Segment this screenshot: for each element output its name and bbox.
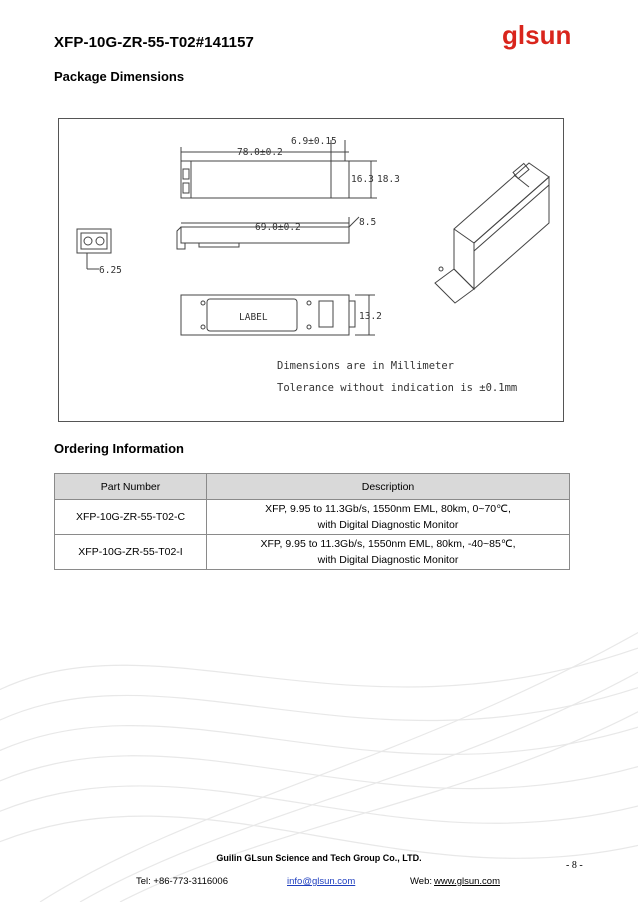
column-header-part-number: Part Number (55, 474, 207, 500)
footer-tel: Tel: +86-773-3116006 (136, 876, 228, 887)
svg-text:16.3: 16.3 (351, 174, 374, 185)
column-header-description: Description (207, 474, 570, 500)
footer-company: Guilin GLsun Science and Tech Group Co., LTD. (216, 853, 422, 863)
svg-text:6.25: 6.25 (99, 265, 122, 276)
svg-text:8.5: 8.5 (359, 217, 377, 228)
package-dimensions-heading: Package Dimensions (54, 69, 185, 84)
document-title: XFP-10G-ZR-55-T02#141157 (54, 34, 254, 51)
svg-text:13.2: 13.2 (359, 311, 382, 322)
svg-text:69.0±0.2: 69.0±0.2 (255, 222, 301, 233)
footer-web-label: Web: (410, 876, 433, 887)
description-cell: XFP, 9.95 to 11.3Gb/s, 1550nm EML, 80km, -40~85℃, with Digital Diagnostic Monitor (207, 535, 570, 570)
ordering-table (54, 473, 570, 570)
svg-text:18.3: 18.3 (377, 174, 400, 185)
part-number-cell: XFP-10G-ZR-55-T02-I (55, 535, 207, 570)
svg-text:glsun: glsun (502, 22, 572, 50)
footer-web-link[interactable]: www.glsun.com (434, 876, 500, 887)
tolerance-note: Tolerance without indication is ±0.1mm (277, 382, 518, 394)
package-dimensions-drawing (58, 118, 564, 422)
svg-text:78.0±0.2: 78.0±0.2 (237, 147, 283, 158)
table-row (55, 535, 570, 570)
svg-text:LABEL: LABEL (239, 312, 268, 323)
ordering-information-heading: Ordering Information (54, 441, 184, 456)
description-cell: XFP, 9.95 to 11.3Gb/s, 1550nm EML, 80km, 0~70℃, with Digital Diagnostic Monitor (207, 500, 570, 535)
page-number: - 8 - (566, 860, 583, 871)
glsun-logo (500, 22, 584, 52)
part-number-cell: XFP-10G-ZR-55-T02-C (55, 500, 207, 535)
table-row (55, 500, 570, 535)
dimensions-note: Dimensions are in Millimeter (277, 360, 455, 372)
footer-email-link[interactable]: info@glsun.com (287, 876, 356, 887)
svg-text:6.9±0.15: 6.9±0.15 (291, 136, 337, 147)
